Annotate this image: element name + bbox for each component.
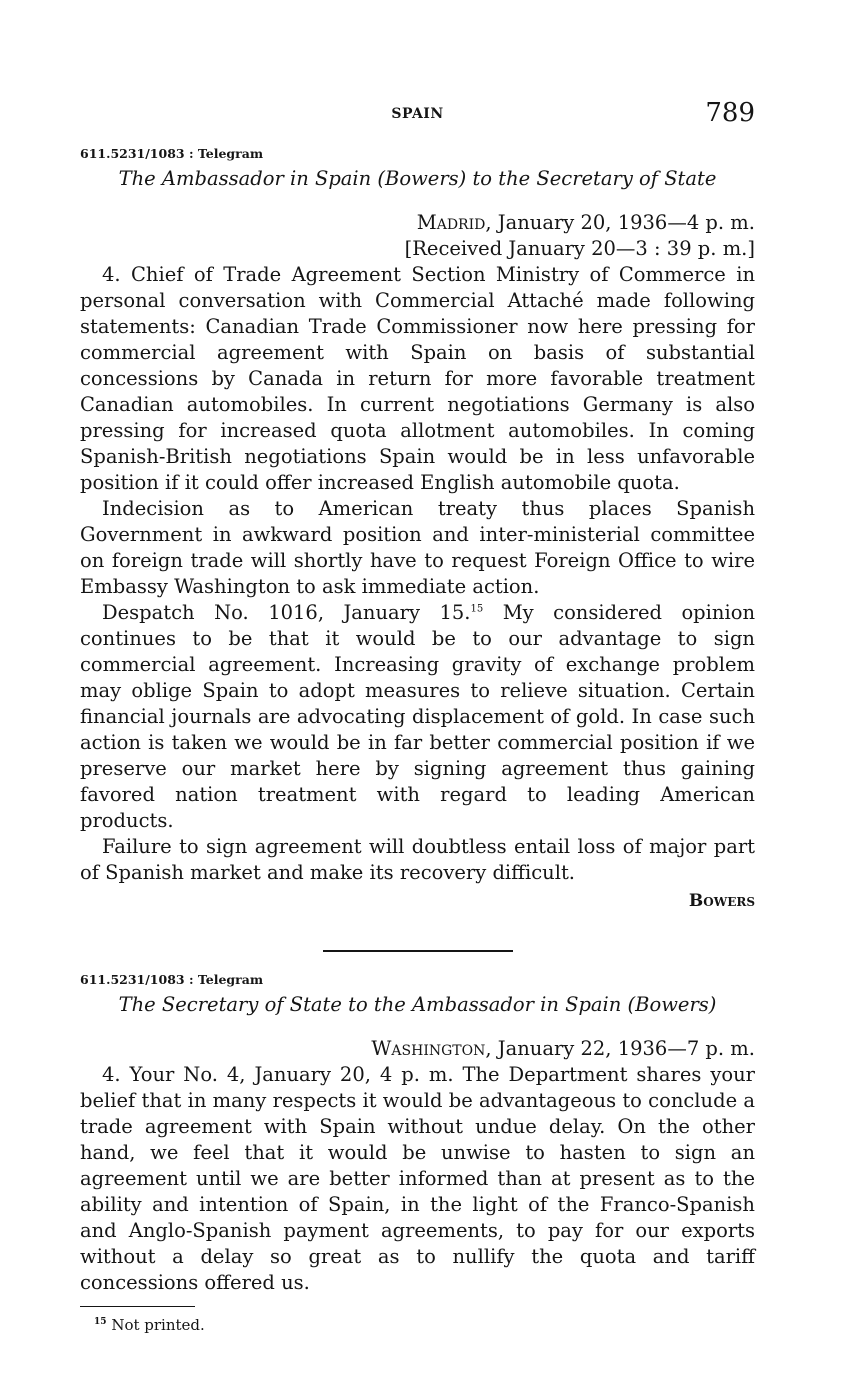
file-reference: 611.5231/1083 : Telegram — [80, 146, 264, 161]
footnote-number: 15 — [94, 1317, 107, 1327]
document-page — [80, 98, 755, 1335]
paragraph: Indecision as to American treaty thus places Spanish Government in awkward position and inter-ministerial committee on foreign trade will shortly have to request Foreign Office to wire Embassy Washington to ask immediate action. — [80, 497, 755, 598]
footnote-ref: 15 — [470, 603, 484, 615]
footnote — [80, 1315, 755, 1335]
document-title: The Secretary of State to the Ambassador in Spain (Bowers) — [118, 993, 717, 1016]
footnote-rule — [80, 1306, 195, 1307]
section-divider — [323, 950, 513, 952]
running-head: SPAIN — [391, 106, 444, 122]
dateline — [80, 1036, 755, 1062]
signature: Bowers — [688, 891, 755, 911]
document-title: The Ambassador in Spain (Bowers) to the Secretary of State — [118, 167, 717, 190]
received-line: [Received January 20—3 : 39 p. m.] — [404, 237, 755, 260]
page-number: 789 — [705, 98, 755, 128]
paragraph: 4. Your No. 4, January 20, 4 p. m. The Department shares your belief that in many respects it would be advantageous to conclude a trade agreement with Spain without undue delay. On the other hand, we feel that it would be unwise to hasten to sign an agreement until we are better informed than at present as to the ability and intention of Spain, in the light of the Franco-Spanish and Anglo-Spanish payment agreements, to pay for our exports without a delay so great as to nullify the quota and tariff concessions offered us. — [80, 1063, 755, 1294]
dateline-date: , January 22, 1936—7 p. m. — [485, 1037, 755, 1060]
paragraph: 4. Chief of Trade Agreement Section Ministry of Commerce in personal conversation with Commercial Attaché made following statements: Canadian Trade Commissioner now here pressing for commercial agreement with Spain on basis of substantial concessions by Canada in return for more favorable treatment Canadian automobiles. In current negotiations Germany is also pressing for increased quota allotment automobiles. In coming Spanish-British negotiations Spain would be in less unfavorable position if it could offer increased English automobile quota. — [80, 263, 755, 494]
telegram-washington — [80, 972, 755, 1296]
dateline-city: Madrid — [416, 211, 486, 234]
dateline-city: Washington — [371, 1037, 486, 1060]
dateline — [80, 210, 755, 236]
page-header — [80, 98, 755, 138]
dateline-date: , January 20, 1936—4 p. m. — [485, 211, 755, 234]
paragraph-text: Despatch No. 1016, January 15. — [102, 601, 471, 624]
file-reference: 611.5231/1083 : Telegram — [80, 972, 264, 987]
footnote-text: Not printed. — [111, 1316, 205, 1334]
paragraph: Failure to sign agreement will doubtless entail loss of major part of Spanish market and make its recovery difficult. — [80, 835, 755, 884]
telegram-madrid — [80, 146, 755, 914]
paragraph — [80, 600, 755, 834]
paragraph-text: My considered opinion continues to be that it would be to our advantage to sign commercial agreement. Increasing gravity of exchange problem may oblige Spain to adopt measures to relieve situation. Certain financial journals are advocating displacement of gold. In case such action is taken we would be in far better commercial position if we preserve our market here by signing agreement thus gaining favored nation treatment with regard to leading American products. — [80, 601, 756, 832]
